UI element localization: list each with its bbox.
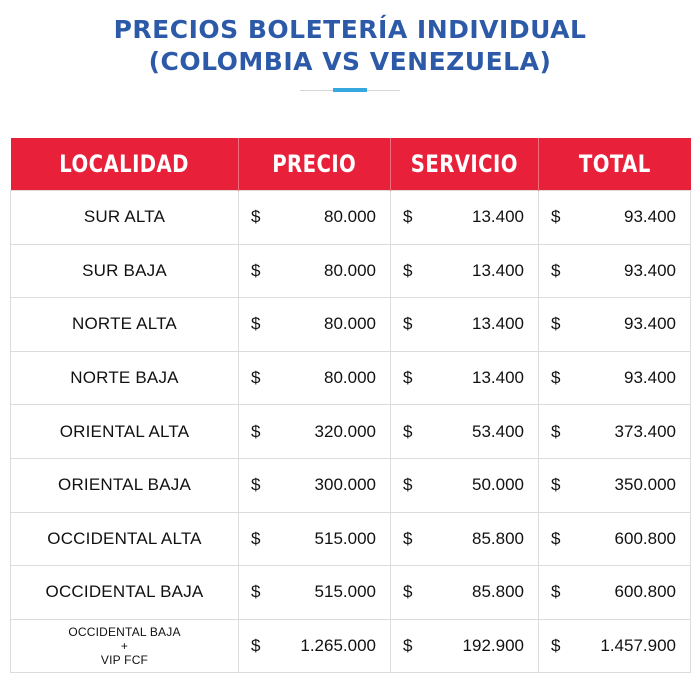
currency-symbol: $	[403, 207, 413, 227]
cell-localidad: NORTE ALTA	[11, 298, 239, 352]
table-row	[11, 405, 691, 459]
currency-symbol: $	[551, 368, 561, 388]
cell-precio	[239, 191, 391, 245]
title-line-2: (COLOMBIA VS VENEZUELA)	[148, 47, 552, 76]
cell-precio	[239, 566, 391, 620]
servicio-amount: 13.400	[472, 314, 524, 334]
currency-symbol: $	[551, 314, 561, 334]
currency-symbol: $	[403, 582, 413, 602]
total-amount: 93.400	[624, 368, 676, 388]
currency-symbol: $	[403, 636, 413, 656]
precio-amount: 300.000	[314, 475, 376, 495]
cell-servicio	[391, 191, 539, 245]
cell-servicio	[391, 458, 539, 512]
precio-amount: 1.265.000	[300, 636, 376, 656]
header-precio: PRECIO	[239, 138, 391, 191]
servicio-amount: 85.800	[472, 582, 524, 602]
cell-localidad: NORTE BAJA	[11, 351, 239, 405]
cell-total	[539, 191, 691, 245]
servicio-amount: 192.900	[462, 636, 524, 656]
precio-amount: 80.000	[324, 314, 376, 334]
currency-symbol: $	[551, 207, 561, 227]
total-amount: 93.400	[624, 260, 676, 280]
cell-localidad: OCCIDENTAL BAJA	[11, 566, 239, 620]
cell-precio	[239, 405, 391, 459]
currency-symbol: $	[403, 368, 413, 388]
servicio-amount: 85.800	[472, 528, 524, 548]
precio-amount: 80.000	[324, 260, 376, 280]
currency-symbol: $	[551, 475, 561, 495]
currency-symbol: $	[551, 260, 561, 280]
currency-symbol: $	[551, 528, 561, 548]
precio-amount: 80.000	[324, 368, 376, 388]
total-amount: 373.400	[614, 421, 676, 441]
cell-servicio	[391, 244, 539, 298]
servicio-amount: 13.400	[472, 260, 524, 280]
currency-symbol: $	[251, 207, 261, 227]
currency-symbol: $	[403, 475, 413, 495]
precio-amount: 80.000	[324, 207, 376, 227]
table-row	[11, 191, 691, 245]
table-row	[11, 298, 691, 352]
servicio-amount: 13.400	[472, 368, 524, 388]
table-row	[11, 619, 691, 673]
cell-servicio	[391, 566, 539, 620]
cell-total	[539, 244, 691, 298]
table-row	[11, 458, 691, 512]
currency-symbol: $	[251, 582, 261, 602]
cell-localidad: ORIENTAL ALTA	[11, 405, 239, 459]
page-title	[0, 14, 700, 78]
localidad-line: OCCIDENTAL BAJA	[68, 625, 181, 640]
cell-servicio	[391, 351, 539, 405]
total-amount: 600.800	[614, 582, 676, 602]
cell-total	[539, 458, 691, 512]
total-amount: 1.457.900	[600, 636, 676, 656]
cell-localidad: OCCIDENTAL ALTA	[11, 512, 239, 566]
cell-precio	[239, 244, 391, 298]
title-accent-bar	[333, 88, 367, 92]
header-total: TOTAL	[539, 138, 691, 191]
cell-total	[539, 351, 691, 405]
header-servicio: SERVICIO	[391, 138, 539, 191]
currency-symbol: $	[251, 260, 261, 280]
localidad-line: +	[120, 639, 129, 654]
total-amount: 93.400	[624, 207, 676, 227]
cell-servicio	[391, 405, 539, 459]
currency-symbol: $	[403, 314, 413, 334]
cell-precio	[239, 351, 391, 405]
total-amount: 350.000	[614, 475, 676, 495]
cell-localidad: ORIENTAL BAJA	[11, 458, 239, 512]
currency-symbol: $	[251, 368, 261, 388]
cell-precio	[239, 512, 391, 566]
currency-symbol: $	[403, 528, 413, 548]
cell-precio	[239, 458, 391, 512]
cell-total	[539, 566, 691, 620]
currency-symbol: $	[251, 475, 261, 495]
precio-amount: 515.000	[314, 528, 376, 548]
table-row	[11, 566, 691, 620]
currency-symbol: $	[403, 421, 413, 441]
currency-symbol: $	[551, 582, 561, 602]
currency-symbol: $	[251, 314, 261, 334]
total-amount: 93.400	[624, 314, 676, 334]
servicio-amount: 13.400	[472, 207, 524, 227]
cell-servicio	[391, 298, 539, 352]
currency-symbol: $	[551, 421, 561, 441]
table-row	[11, 512, 691, 566]
cell-precio	[239, 619, 391, 673]
cell-localidad	[11, 619, 239, 673]
cell-precio	[239, 298, 391, 352]
cell-servicio	[391, 512, 539, 566]
precio-amount: 515.000	[314, 582, 376, 602]
precio-amount: 320.000	[314, 421, 376, 441]
currency-symbol: $	[251, 421, 261, 441]
localidad-line: VIP FCF	[100, 653, 149, 668]
currency-symbol: $	[403, 260, 413, 280]
price-table	[10, 138, 691, 673]
cell-total	[539, 405, 691, 459]
title-line-1: PRECIOS BOLETERÍA INDIVIDUAL	[113, 15, 587, 44]
currency-symbol: $	[251, 528, 261, 548]
cell-servicio	[391, 619, 539, 673]
cell-total	[539, 512, 691, 566]
cell-total	[539, 298, 691, 352]
header-localidad: LOCALIDAD	[11, 138, 239, 191]
cell-localidad: SUR BAJA	[11, 244, 239, 298]
currency-symbol: $	[551, 636, 561, 656]
servicio-amount: 50.000	[472, 475, 524, 495]
cell-total	[539, 619, 691, 673]
table-header-row	[11, 138, 691, 191]
table-row	[11, 244, 691, 298]
cell-localidad: SUR ALTA	[11, 191, 239, 245]
table-row	[11, 351, 691, 405]
currency-symbol: $	[251, 636, 261, 656]
total-amount: 600.800	[614, 528, 676, 548]
servicio-amount: 53.400	[472, 421, 524, 441]
